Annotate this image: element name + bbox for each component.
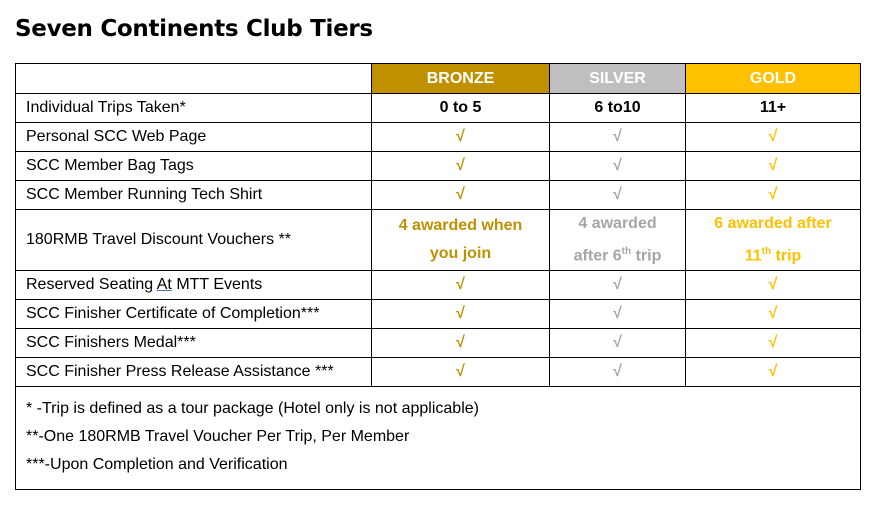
table-row xyxy=(16,271,861,300)
vouchers-bronze xyxy=(372,210,550,271)
vouchers-bronze-line1: 4 awarded when xyxy=(398,217,523,235)
check-mark-icon: √ xyxy=(686,271,861,300)
check-mark-icon: √ xyxy=(550,181,686,210)
tiers-table xyxy=(15,63,861,490)
vouchers-silver-line2a: after 6 xyxy=(573,247,622,265)
check-mark-icon: √ xyxy=(686,181,861,210)
table-row xyxy=(16,358,861,387)
row-label: Individual Trips Taken* xyxy=(16,94,372,123)
vouchers-gold-sup: th xyxy=(761,246,772,257)
table-header-row xyxy=(16,64,861,94)
check-mark-icon: √ xyxy=(686,329,861,358)
vouchers-silver-line2b: trip xyxy=(631,247,662,265)
check-mark-icon: √ xyxy=(686,358,861,387)
vouchers-silver xyxy=(550,210,686,271)
row-label: SCC Finisher Press Release Assistance *** xyxy=(16,358,372,387)
table-row xyxy=(16,181,861,210)
vouchers-silver-line1: 4 awarded xyxy=(578,215,657,232)
check-mark-icon: √ xyxy=(550,152,686,181)
row-label: SCC Finisher Certificate of Completion*** xyxy=(16,300,372,329)
trips-gold: 11+ xyxy=(686,94,861,123)
check-mark-icon: √ xyxy=(550,329,686,358)
row-label: 180RMB Travel Discount Vouchers ** xyxy=(16,210,372,271)
row-label: SCC Member Bag Tags xyxy=(16,152,372,181)
check-mark-icon: √ xyxy=(550,300,686,329)
check-mark-icon: √ xyxy=(550,271,686,300)
header-gold: GOLD xyxy=(686,64,861,94)
vouchers-gold xyxy=(686,210,861,271)
footnotes xyxy=(16,387,861,490)
footnote: * -Trip is defined as a tour package (Hotel only is not applicable) xyxy=(26,400,479,418)
trips-silver: 6 to10 xyxy=(550,94,686,123)
row-label: SCC Finishers Medal*** xyxy=(16,329,372,358)
check-mark-icon: √ xyxy=(550,123,686,152)
vouchers-silver-sup: th xyxy=(621,246,632,257)
table-row xyxy=(16,300,861,329)
page-title: Seven Continents Club Tiers xyxy=(15,16,373,42)
check-mark-icon: √ xyxy=(372,300,550,329)
check-mark-icon: √ xyxy=(686,152,861,181)
check-mark-icon: √ xyxy=(686,300,861,329)
check-mark-icon: √ xyxy=(372,181,550,210)
vouchers-gold-line2b: trip xyxy=(771,247,802,265)
footnote: **-One 180RMB Travel Voucher Per Trip, Per Member xyxy=(26,428,410,446)
header-empty-cell xyxy=(16,64,372,94)
table-row xyxy=(16,152,861,181)
trips-bronze: 0 to 5 xyxy=(372,94,550,123)
table-row xyxy=(16,94,861,123)
vouchers-gold-line1: 6 awarded after xyxy=(714,215,832,232)
check-mark-icon: √ xyxy=(372,358,550,387)
table-row xyxy=(16,123,861,152)
seating-label-b: MTT Events xyxy=(171,276,263,294)
table-row xyxy=(16,329,861,358)
vouchers-gold-line2a: 11 xyxy=(744,247,762,265)
header-silver: SILVER xyxy=(550,64,686,94)
row-label: SCC Member Running Tech Shirt xyxy=(16,181,372,210)
seating-label-at: At xyxy=(156,276,172,294)
footnote: ***-Upon Completion and Verification xyxy=(26,456,288,474)
table-row xyxy=(16,210,861,271)
vouchers-bronze-line2: you join xyxy=(429,245,492,263)
notes-row xyxy=(16,387,861,490)
check-mark-icon: √ xyxy=(372,152,550,181)
check-mark-icon: √ xyxy=(372,329,550,358)
header-bronze: BRONZE xyxy=(372,64,550,94)
row-label: Personal SCC Web Page xyxy=(16,123,372,152)
seating-label-a: Reserved Seating xyxy=(26,276,157,294)
check-mark-icon: √ xyxy=(372,271,550,300)
check-mark-icon: √ xyxy=(686,123,861,152)
check-mark-icon: √ xyxy=(550,358,686,387)
check-mark-icon: √ xyxy=(372,123,550,152)
row-label xyxy=(16,271,372,300)
